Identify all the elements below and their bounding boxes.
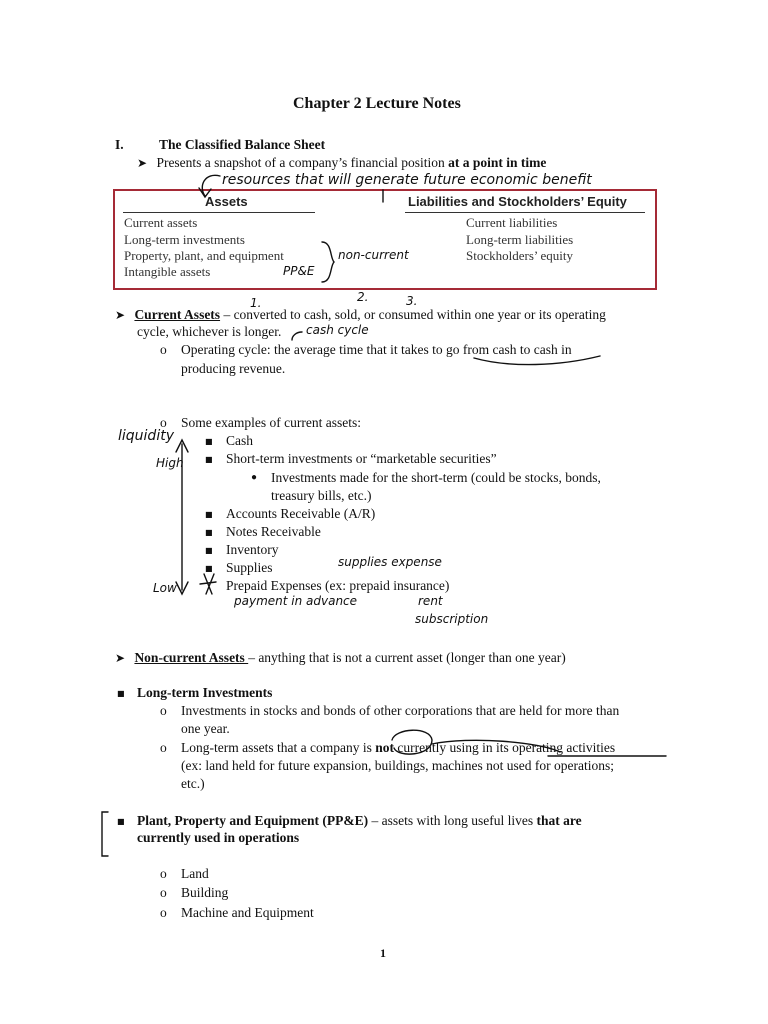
handwriting-resources-note: resources that will generate future economic benefit [222,172,592,188]
example-sti-sub1: Investments made for the short-term (could be stocks, bonds, [271,470,601,485]
hollow-bullet: o [160,415,167,430]
lti-b2-line2: (ex: land held for future expansion, buildings, machines not used for operations; [181,758,615,773]
square-bullet-icon: ■ [205,546,213,555]
square-bullet-icon: ■ [205,528,213,537]
arrow-bullet-icon: ➤ [137,156,148,170]
section-heading: The Classified Balance Sheet [159,137,326,152]
figure-asset-item: Current assets [124,215,198,230]
example-supplies: Supplies [226,560,273,575]
square-bullet-icon: ■ [117,689,125,698]
section-number: I. [115,137,124,152]
figure-asset-item: Long-term investments [124,232,245,247]
handwriting-liquidity: liquidity [118,428,174,444]
figure-liability-item: Current liabilities [466,215,558,230]
star-stroke [200,574,216,594]
handwriting-low: Low [153,581,177,595]
lti-b2-not: not [375,740,394,755]
operating-cycle-line1: Operating cycle: the average time that it takes to go from cash to cash in [181,342,572,357]
example-sti: Short-term investments or “marketable securities” [226,451,497,466]
bracket-stroke [102,812,108,856]
liabilities-header: Liabilities and Stockholders’ Equity [408,194,627,209]
current-assets-term: Current Assets [134,307,221,322]
figure-asset-item: Property, plant, and equipment [124,248,284,263]
square-bullet-icon: ■ [205,437,213,446]
example-sti-sub2: treasury bills, etc.) [271,488,372,503]
lti-b1-line1: Investments in stocks and bonds of other corporations that are held for more than [181,703,620,718]
square-bullet-icon: ■ [205,564,213,573]
ppe-line2: currently used in operations [137,830,300,845]
intro-text: Presents a snapshot of a company’s financial position [156,155,449,170]
figure-asset-item: Intangible assets [124,264,211,279]
ppe-mid: – assets with long useful lives [368,813,537,828]
ppe-item-land: Land [181,866,209,881]
figure-liability-item: Stockholders’ equity [466,248,573,263]
operating-cycle-line2: producing revenue. [181,361,286,376]
page-number: 1 [380,946,386,960]
hollow-bullet: o [160,885,167,900]
examples-intro: Some examples of current assets: [181,415,361,430]
lti-b2-line3: etc.) [181,776,205,791]
lti-heading: Long-term Investments [137,685,273,700]
handwriting-high: High [156,456,184,470]
page-title: Chapter 2 Lecture Notes [293,95,461,112]
ppe-bold-end: that are [536,813,582,828]
brace-stroke [322,242,334,282]
hollow-bullet: o [160,342,167,357]
assets-header: Assets [205,194,248,209]
handwriting-ppe: PP&E [283,264,315,278]
noncurrent-def: – anything that is not a current asset (longer than one year) [248,650,566,665]
example-inventory: Inventory [226,542,279,557]
handwriting-subscription: subscription [415,612,489,626]
arrow-bullet-icon: ➤ [115,308,126,322]
noncurrent-term: Non-current Assets [134,650,249,665]
handwriting-number-1: 1. [250,296,262,310]
handwriting-number-3: 3. [406,294,418,308]
ppe-item-machine: Machine and Equipment [181,905,314,920]
current-assets-def: – converted to cash, sold, or consumed within one year or its operating [220,307,606,322]
example-nr: Notes Receivable [226,524,321,539]
hollow-bullet: o [160,905,167,920]
square-bullet-icon: ■ [117,817,125,826]
example-ar: Accounts Receivable (A/R) [226,506,376,521]
figure-liability-item: Long-term liabilities [466,232,574,247]
hollow-bullet: o [160,703,167,718]
arrow-bullet-icon: ➤ [115,651,126,665]
lti-b1-line2: one year. [181,721,230,736]
square-bullet-icon: ■ [205,510,213,519]
lti-b2-pre: Long-term assets that a company is [181,740,376,755]
hollow-bullet: o [160,740,167,755]
handwriting-noncurrent: non-current [338,248,409,262]
circle-stroke [392,730,432,754]
round-bullet-icon: ● [251,472,258,483]
handwriting-cash-cycle: cash cycle [306,323,369,337]
ppe-item-building: Building [181,885,229,900]
current-assets-line2: cycle, whichever is longer. [137,324,282,339]
intro-bold: at a point in time [448,155,547,170]
handwriting-payment-in-advance: payment in advance [234,594,358,608]
handwriting-rent: rent [418,594,443,608]
hollow-bullet: o [160,866,167,881]
lti-b2-post: currently using in its operating activities [393,740,616,755]
handwriting-number-2: 2. [357,290,369,304]
ppe-heading: Plant, Property and Equipment (PP&E) [137,813,369,828]
curly-arrow-stroke [202,175,220,196]
square-bullet-icon: ■ [205,455,213,464]
underline-stroke [474,356,600,365]
example-cash: Cash [226,433,253,448]
handwriting-supplies-expense: supplies expense [338,555,442,569]
example-prepaid: Prepaid Expenses (ex: prepaid insurance) [226,578,450,593]
